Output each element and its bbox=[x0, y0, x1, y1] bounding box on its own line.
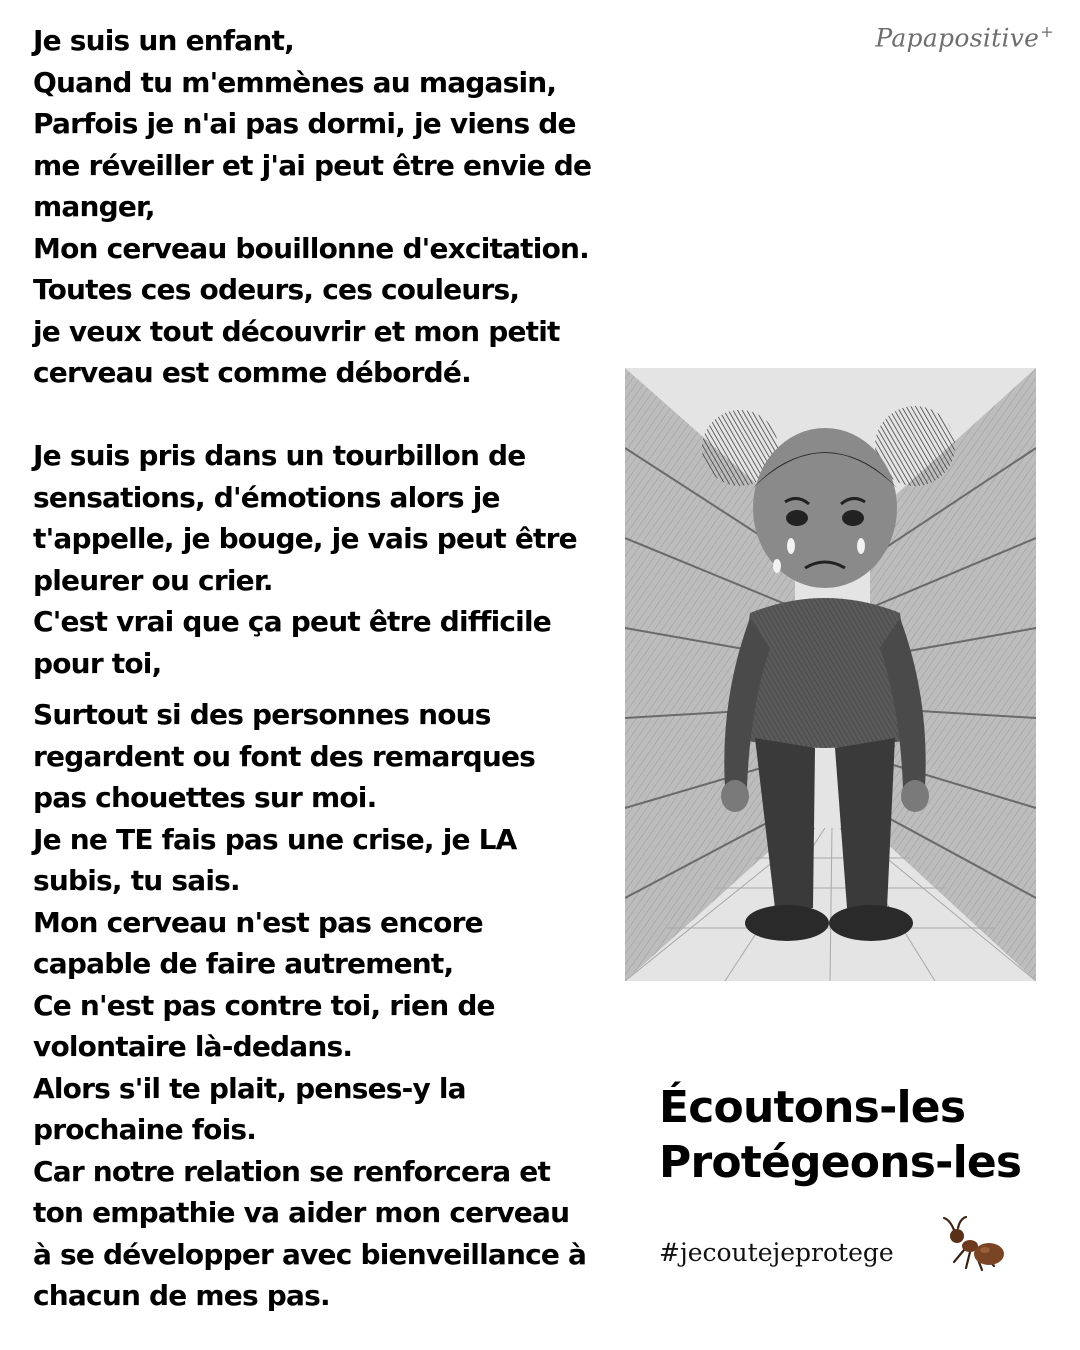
poem-line: me réveiller et j'ai peut être envie de bbox=[33, 148, 592, 182]
poem-line: t'appelle, je bouge, je vais peut être bbox=[33, 522, 577, 555]
slogan-line-2: Protégeons-les bbox=[659, 1137, 1022, 1188]
poem-line: Toutes ces odeurs, ces couleurs, bbox=[33, 273, 520, 306]
child-shoe bbox=[745, 905, 829, 941]
illustration-svg bbox=[625, 368, 1036, 981]
poem-line: pas chouettes sur moi. bbox=[33, 781, 377, 814]
poem-line: manger, bbox=[33, 190, 155, 223]
poem-line: pour toi, bbox=[33, 646, 162, 680]
poem-line: chacun de mes pas. bbox=[33, 1279, 330, 1312]
poem-line: Mon cerveau n'est pas encore bbox=[33, 905, 483, 939]
brand-logo bbox=[875, 22, 1054, 52]
poem-stanza-1 bbox=[33, 20, 623, 394]
poem-line: cerveau est comme débordé. bbox=[33, 356, 471, 389]
hashtag: #jecoutejeprotege bbox=[659, 1238, 894, 1267]
poem-line: C'est vrai que ça peut être difficile bbox=[33, 605, 551, 638]
poem-line: subis, tu sais. bbox=[33, 864, 240, 897]
poem-line: Quand tu m'emmènes au magasin, bbox=[33, 65, 557, 99]
poem-line: Ce n'est pas contre toi, rien de bbox=[33, 988, 495, 1022]
slogan bbox=[659, 1080, 1021, 1190]
poem-line: Je suis un enfant, bbox=[33, 24, 294, 57]
slogan-line-1: Écoutons-les bbox=[659, 1082, 966, 1133]
brand-name: Papapositive bbox=[875, 23, 1040, 53]
poem-line: Alors s'il te plait, penses-y la bbox=[33, 1071, 466, 1105]
poem-line: ton empathie va aider mon cerveau bbox=[33, 1196, 570, 1229]
tear bbox=[857, 538, 865, 554]
poem-text bbox=[33, 20, 623, 1317]
poem-line: pleurer ou crier. bbox=[33, 563, 273, 597]
poem-line: Je ne TE fais pas une crise, je LA bbox=[33, 822, 517, 856]
stanza-gap bbox=[33, 684, 623, 694]
tear bbox=[787, 538, 795, 554]
poem-line: je veux tout découvrir et mon petit bbox=[33, 314, 560, 348]
poem-line: volontaire là-dedans. bbox=[33, 1030, 353, 1063]
brand-mark: + bbox=[1040, 22, 1054, 41]
child-shoe bbox=[829, 905, 913, 941]
crying-child-illustration bbox=[625, 368, 1036, 981]
poem-line: Surtout si des personnes nous bbox=[33, 698, 491, 731]
poem-line: regardent ou font des remarques bbox=[33, 739, 536, 773]
poem-stanza-3 bbox=[33, 694, 623, 1317]
tear bbox=[773, 559, 781, 573]
poem-line: sensations, d'émotions alors je bbox=[33, 480, 500, 514]
poem-line: Car notre relation se renforcera et bbox=[33, 1154, 551, 1188]
stanza-gap bbox=[33, 394, 623, 436]
poem-line: Mon cerveau bouillonne d'excitation. bbox=[33, 231, 589, 265]
ant-icon bbox=[940, 1216, 1006, 1280]
poem-line: à se développer avec bienveillance à bbox=[33, 1237, 587, 1271]
poem-stanza-2 bbox=[33, 435, 623, 684]
poem-line: Parfois je n'ai pas dormi, je viens de bbox=[33, 107, 576, 140]
poem-line: prochaine fois. bbox=[33, 1113, 257, 1146]
poem-line: Je suis pris dans un tourbillon de bbox=[33, 439, 526, 472]
poem-line: capable de faire autrement, bbox=[33, 947, 454, 980]
